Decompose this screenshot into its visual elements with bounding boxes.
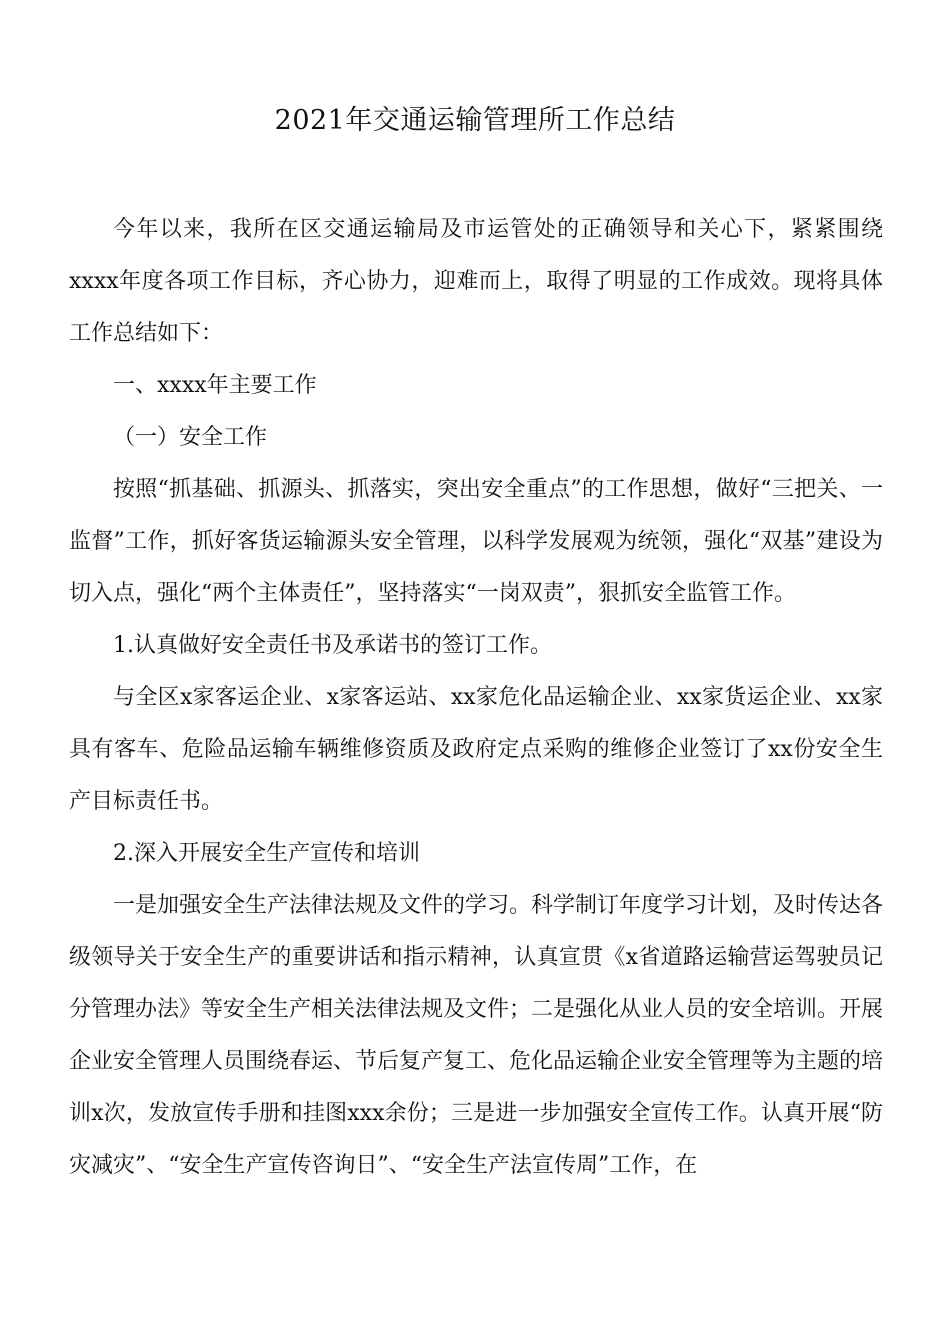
paragraph-intro: 今年以来，我所在区交通运输局及市运管处的正确领导和关心下，紧紧围绕xxxx年度各项工作目标，齐心协力，迎难而上，取得了明显的工作成效。现将具体工作总结如下： bbox=[69, 217, 883, 346]
document-title: 2021年交通运输管理所工作总结 bbox=[274, 105, 676, 136]
heading-item-1: 1.认真做好安全责任书及承诺书的签订工作。 bbox=[113, 633, 552, 658]
document-body bbox=[69, 204, 883, 1192]
paragraph-responsibility: 与全区x家客运企业、x家客运站、xx家危化品运输企业、xx家货运企业、xx家具有客车、危险品运输车辆维修资质及政府定点采购的维修企业签订了xx份安全生产目标责任书。 bbox=[69, 685, 883, 814]
heading-item-2: 2.深入开展安全生产宣传和培训 bbox=[113, 841, 420, 866]
heading-section-1: 一、xxxx年主要工作 bbox=[113, 373, 317, 398]
paragraph-safety-approach: 按照“抓基础、抓源头、抓落实，突出安全重点”的工作思想，做好“三把关、一监督”工作，抓好客货运输源头安全管理，以科学发展观为统领，强化“双基”建设为切入点，强化“两个主体责任”，坚持落实“一岗双责”，狠抓安全监管工作。 bbox=[69, 477, 883, 606]
paragraph-training: 一是加强安全生产法律法规及文件的学习。科学制订年度学习计划，及时传达各级领导关于安全生产的重要讲话和指示精神，认真宣贯《x省道路运输营运驾驶员记分管理办法》等安全生产相关法律法规及文件；二是强化从业人员的安全培训。开展企业安全管理人员围绕春运、节后复产复工、危化品运输企业安全管理等为主题的培训x次，发放宣传手册和挂图xxx余份；三是进一步加强安全宣传工作。认真开展“防灾减灾”、“安全生产宣传咨询日”、“安全生产法宣传周”工作，在 bbox=[69, 893, 884, 1178]
heading-subsection-safety: （一）安全工作 bbox=[113, 425, 268, 450]
